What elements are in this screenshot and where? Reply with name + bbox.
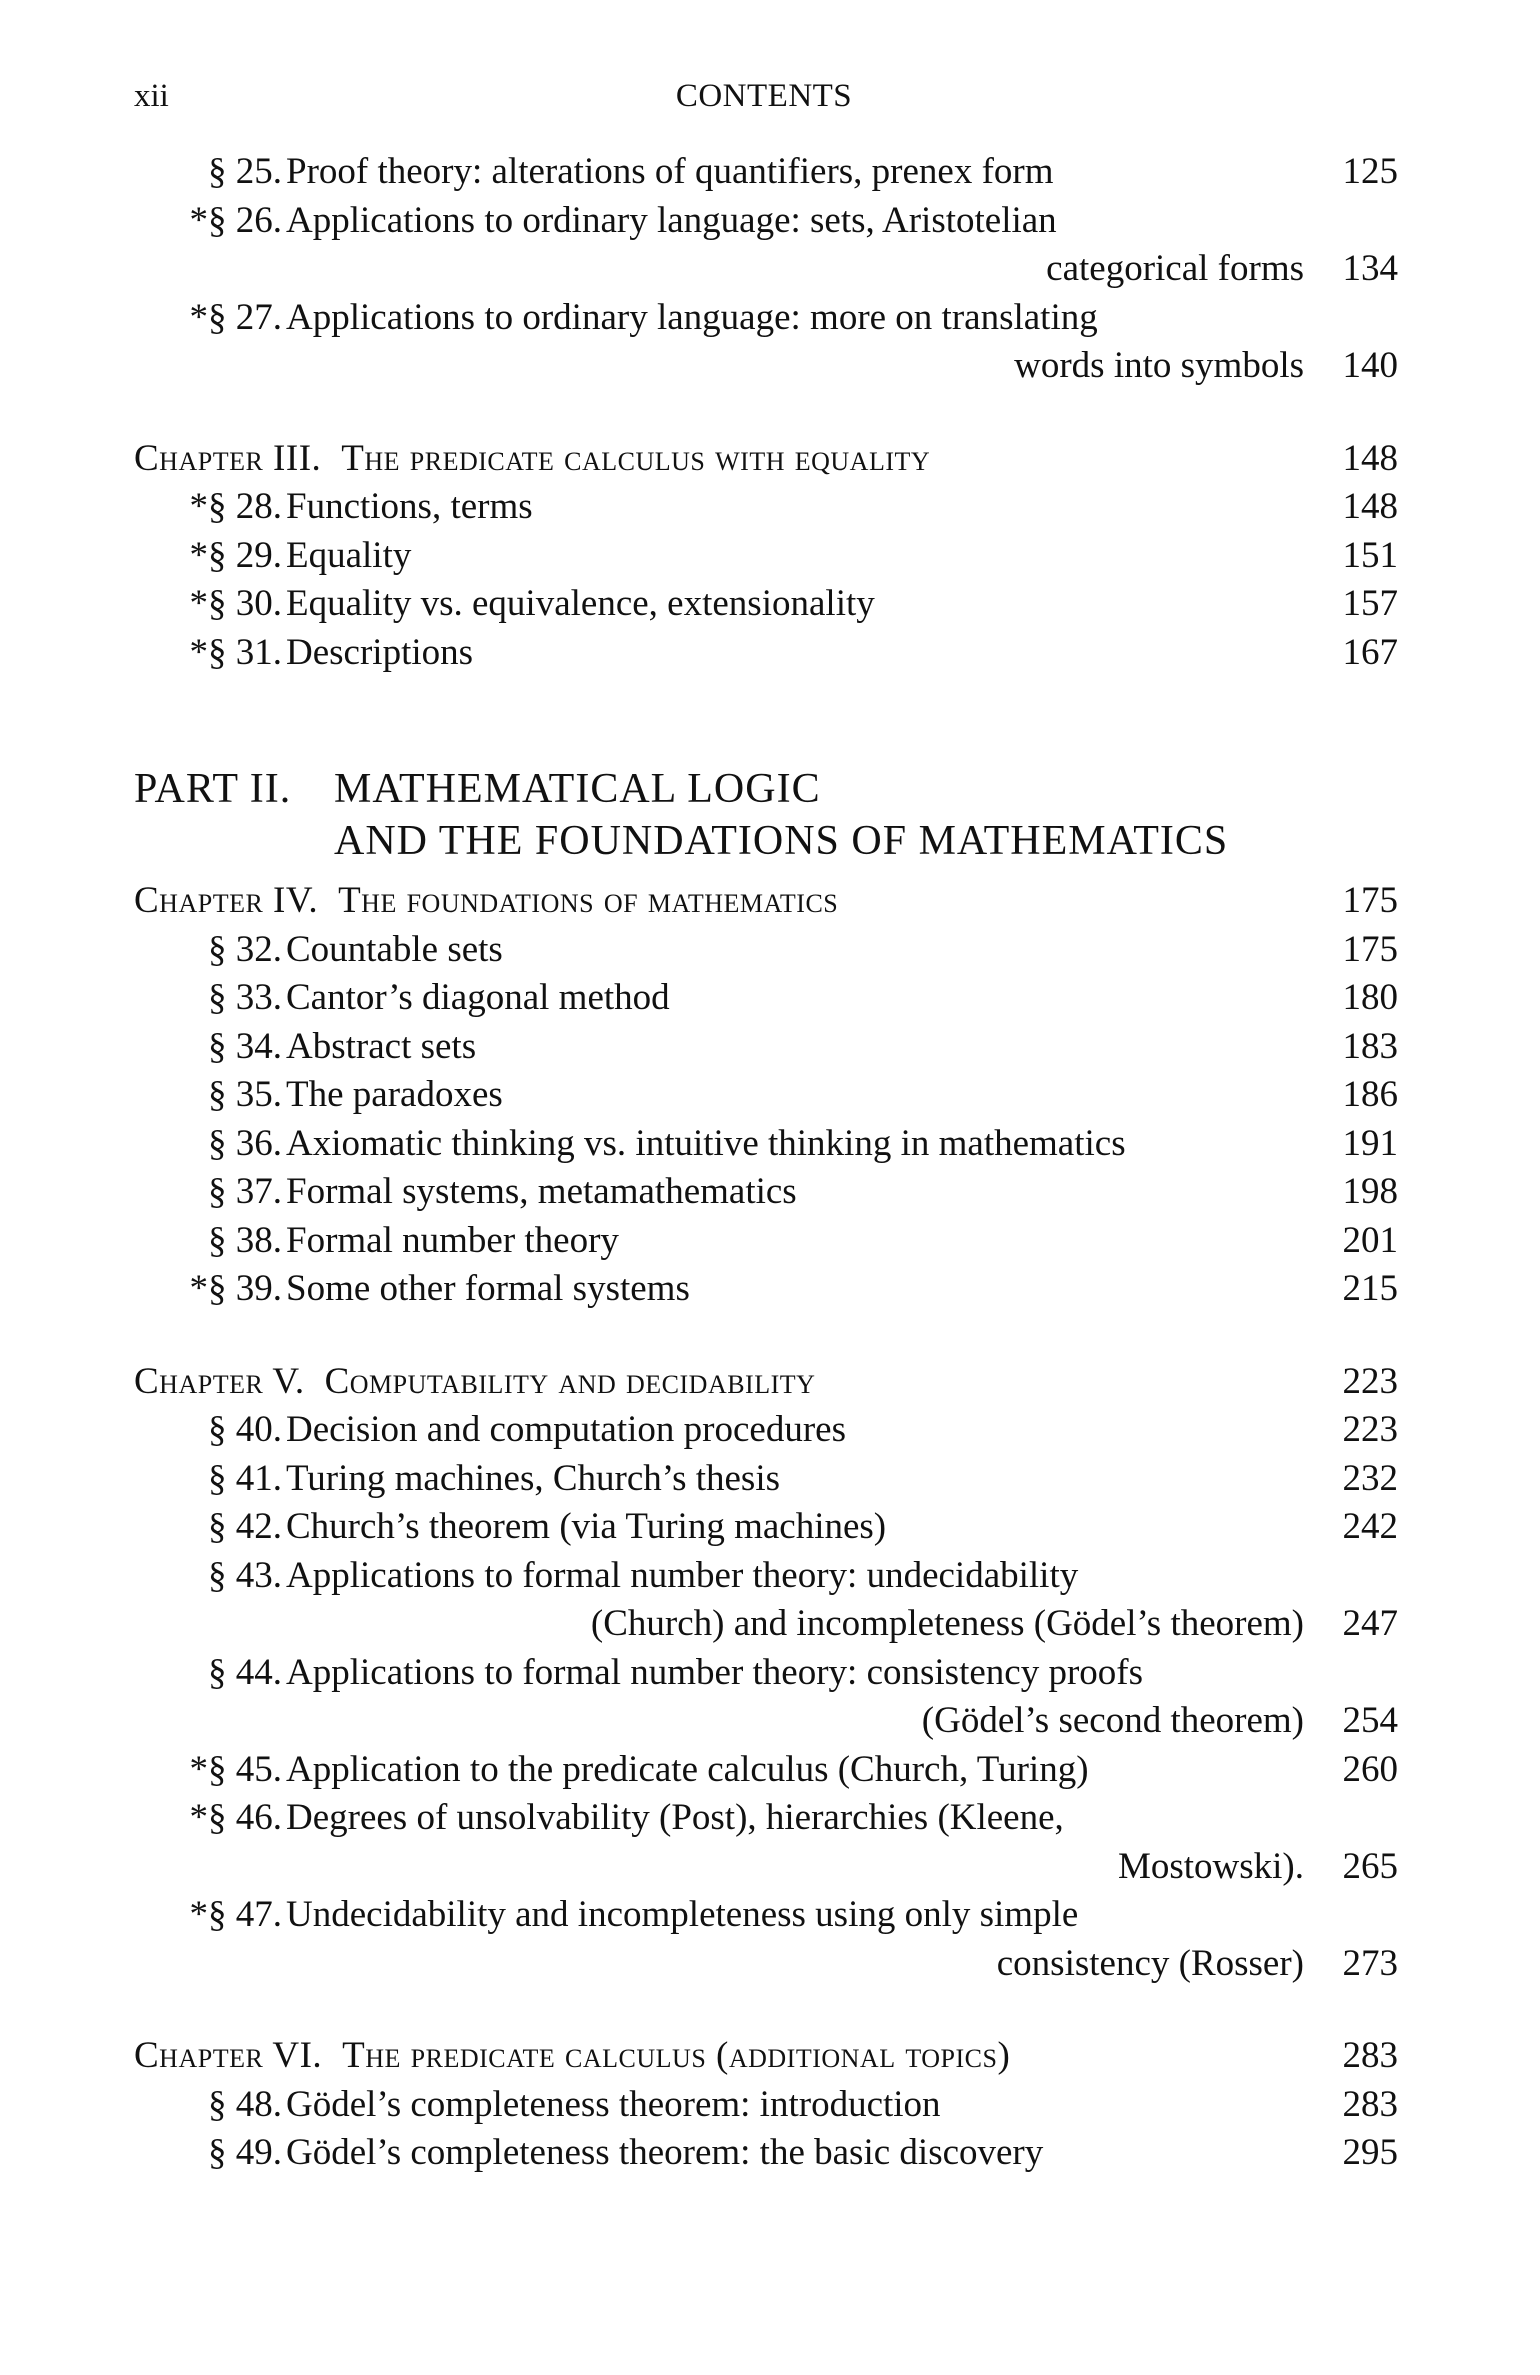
toc-entry[interactable] <box>134 1455 1404 1504</box>
entry-title: Applications to formal number theory: consistency proofs <box>286 1651 1143 1693</box>
toc-entry[interactable] <box>134 580 1404 629</box>
entry-title: Functions, terms <box>286 486 533 527</box>
entry-title-continuation: Mostowski). <box>1117 1845 1304 1887</box>
section-number: *§ 31. <box>189 631 282 673</box>
section-number: *§ 28. <box>189 486 282 527</box>
toc-entry[interactable] <box>134 1794 1404 1891</box>
section-number: *§ 29. <box>189 534 282 576</box>
chapter-page-number: 148 <box>1342 437 1398 479</box>
entry-page-number: 183 <box>1342 1025 1398 1067</box>
toc-group-chapter-iv <box>134 926 1404 1314</box>
toc-group-first <box>134 148 1404 391</box>
toc-entry[interactable] <box>134 483 1404 532</box>
section-number: *§ 47. <box>189 1894 282 1935</box>
entry-title: Formal number theory <box>286 1219 619 1261</box>
entry-page-number: 273 <box>1342 1942 1398 1984</box>
toc-entry[interactable] <box>134 974 1404 1023</box>
chapter-page-number: 223 <box>1342 1360 1398 1402</box>
entry-title: Applications to ordinary language: sets, Aristotelian <box>286 199 1057 241</box>
toc-group-chapter-vi <box>134 2081 1404 2178</box>
entry-title: Gödel’s completeness theorem: the basic discovery <box>286 2132 1044 2173</box>
section-number: § 36. <box>208 1122 282 1164</box>
running-head <box>134 78 1394 124</box>
toc-entry[interactable] <box>134 1071 1404 1120</box>
chapter-heading-iii <box>134 435 1404 484</box>
entry-page-number: 167 <box>1342 631 1398 673</box>
part-title-line-1: MATHEMATICAL LOGIC <box>334 766 821 812</box>
chapter-title: Computability and decidability <box>324 1360 816 1402</box>
section-number: *§ 45. <box>189 1748 282 1790</box>
toc-entry[interactable] <box>134 1891 1404 1988</box>
entry-title: Descriptions <box>286 631 474 673</box>
toc-entry[interactable] <box>134 1023 1404 1072</box>
toc-entry[interactable] <box>134 1265 1404 1314</box>
section-number: *§ 27. <box>189 296 282 338</box>
entry-title: Decision and computation procedures <box>286 1409 846 1450</box>
entry-page-number: 175 <box>1342 928 1398 970</box>
entry-page-number: 157 <box>1342 583 1398 624</box>
entry-page-number: 242 <box>1342 1506 1398 1547</box>
entry-title: The paradoxes <box>286 1074 503 1115</box>
entry-page-number: 186 <box>1342 1074 1398 1115</box>
entry-title-continuation: (Church) and incompleteness (Gödel’s theorem) <box>590 1603 1304 1644</box>
toc-entry[interactable] <box>134 1120 1404 1169</box>
entry-title: Applications to ordinary language: more on translating <box>286 296 1098 338</box>
entry-page-number: 140 <box>1342 345 1398 386</box>
chapter-page-number: 283 <box>1342 2035 1398 2076</box>
part-label: PART II. <box>134 766 292 812</box>
chapter-heading-iv <box>134 877 1404 926</box>
toc-entry[interactable] <box>134 629 1404 678</box>
page-folio: xii <box>134 78 169 114</box>
entry-title-continuation: (Gödel’s second theorem) <box>921 1700 1304 1741</box>
toc-entry[interactable] <box>134 294 1404 391</box>
entry-title: Undecidability and incompleteness using only simple <box>286 1894 1079 1935</box>
chapter-label: Chapter III. <box>134 437 322 479</box>
section-number: *§ 30. <box>189 583 282 624</box>
toc-group-chapter-iii <box>134 483 1404 677</box>
section-number: § 48. <box>208 2083 282 2125</box>
entry-page-number: 232 <box>1342 1457 1398 1499</box>
chapter-title: The predicate calculus (additional topics) <box>342 2035 1011 2076</box>
toc-entry[interactable] <box>134 2129 1404 2178</box>
entry-title-continuation: consistency (Rosser) <box>996 1942 1304 1984</box>
toc-entry[interactable] <box>134 1406 1404 1455</box>
entry-title: Applications to formal number theory: undecidability <box>286 1554 1079 1596</box>
part-heading <box>134 763 1404 867</box>
toc-entry[interactable] <box>134 1503 1404 1552</box>
running-title: CONTENTS <box>675 78 853 114</box>
entry-page-number: 295 <box>1342 2132 1398 2173</box>
section-number: § 35. <box>208 1074 282 1115</box>
entry-page-number: 254 <box>1342 1700 1398 1741</box>
entry-title: Axiomatic thinking vs. intuitive thinking in mathematics <box>286 1122 1126 1164</box>
chapter-title: The predicate calculus with equality <box>341 437 931 479</box>
chapter-title: The foundations of mathematics <box>338 880 839 921</box>
toc-entry[interactable] <box>134 1649 1404 1746</box>
chapter-heading-vi <box>134 2032 1404 2081</box>
entry-page-number: 198 <box>1342 1171 1398 1212</box>
entry-title: Proof theory: alterations of quantifiers, prenex form <box>286 151 1054 192</box>
entry-title-continuation: categorical forms <box>1046 248 1304 289</box>
section-number: § 43. <box>208 1554 282 1596</box>
section-number: *§ 26. <box>189 199 282 241</box>
section-number: *§ 46. <box>189 1797 282 1838</box>
toc-entry[interactable] <box>134 1217 1404 1266</box>
section-number: § 40. <box>208 1409 282 1450</box>
section-number: § 42. <box>208 1506 282 1547</box>
chapter-label: Chapter IV. <box>134 880 319 921</box>
entry-title: Abstract sets <box>286 1025 477 1067</box>
section-number: § 32. <box>208 928 282 970</box>
entry-title-continuation: words into symbols <box>1014 345 1304 386</box>
entry-page-number: 180 <box>1342 977 1398 1018</box>
toc-entry[interactable] <box>134 2081 1404 2130</box>
entry-title: Church’s theorem (via Turing machines) <box>286 1506 887 1547</box>
section-number: § 49. <box>208 2132 282 2173</box>
table-of-contents <box>134 148 1404 2178</box>
entry-page-number: 191 <box>1342 1122 1398 1164</box>
section-number: § 37. <box>208 1171 282 1212</box>
entry-page-number: 283 <box>1342 2083 1398 2125</box>
entry-page-number: 223 <box>1342 1409 1398 1450</box>
entry-title: Application to the predicate calculus (Church, Turing) <box>286 1748 1089 1790</box>
entry-page-number: 148 <box>1342 486 1398 527</box>
entry-page-number: 151 <box>1342 534 1398 576</box>
toc-entry[interactable] <box>134 532 1404 581</box>
toc-entry[interactable] <box>134 1168 1404 1217</box>
entry-title: Countable sets <box>286 928 503 970</box>
entry-title: Some other formal systems <box>286 1268 690 1309</box>
entry-title: Equality vs. equivalence, extensionality <box>286 583 875 624</box>
section-number: § 44. <box>208 1651 282 1693</box>
chapter-label: Chapter V. <box>134 1360 305 1402</box>
entry-page-number: 247 <box>1342 1603 1398 1644</box>
section-number: § 25. <box>208 151 282 192</box>
entry-page-number: 265 <box>1342 1845 1398 1887</box>
entry-title: Gödel’s completeness theorem: introduction <box>286 2083 941 2125</box>
toc-group-chapter-v <box>134 1406 1404 1988</box>
chapter-page-number: 175 <box>1342 880 1398 921</box>
section-number: § 41. <box>208 1457 282 1499</box>
entry-title: Degrees of unsolvability (Post), hierarchies (Kleene, <box>286 1797 1064 1838</box>
chapter-heading-v <box>134 1358 1404 1407</box>
toc-entry[interactable] <box>134 926 1404 975</box>
entry-title: Formal systems, metamathematics <box>286 1171 797 1212</box>
entry-page-number: 125 <box>1342 151 1398 192</box>
toc-entry[interactable] <box>134 148 1404 197</box>
chapter-label: Chapter VI. <box>134 2035 323 2076</box>
toc-entry[interactable] <box>134 1746 1404 1795</box>
section-number: *§ 39. <box>189 1268 282 1309</box>
entry-title: Turing machines, Church’s thesis <box>286 1457 781 1499</box>
entry-title: Equality <box>286 534 412 576</box>
entry-page-number: 134 <box>1342 248 1398 289</box>
section-number: § 33. <box>208 977 282 1018</box>
section-number: § 34. <box>208 1025 282 1067</box>
section-number: § 38. <box>208 1219 282 1261</box>
entry-page-number: 260 <box>1342 1748 1398 1790</box>
part-title-line-2: AND THE FOUNDATIONS OF MATHEMATICS <box>334 818 1229 864</box>
toc-entry[interactable] <box>134 1552 1404 1649</box>
entry-title: Cantor’s diagonal method <box>286 977 670 1018</box>
entry-page-number: 215 <box>1342 1268 1398 1309</box>
toc-entry[interactable] <box>134 197 1404 294</box>
entry-page-number: 201 <box>1342 1219 1398 1261</box>
